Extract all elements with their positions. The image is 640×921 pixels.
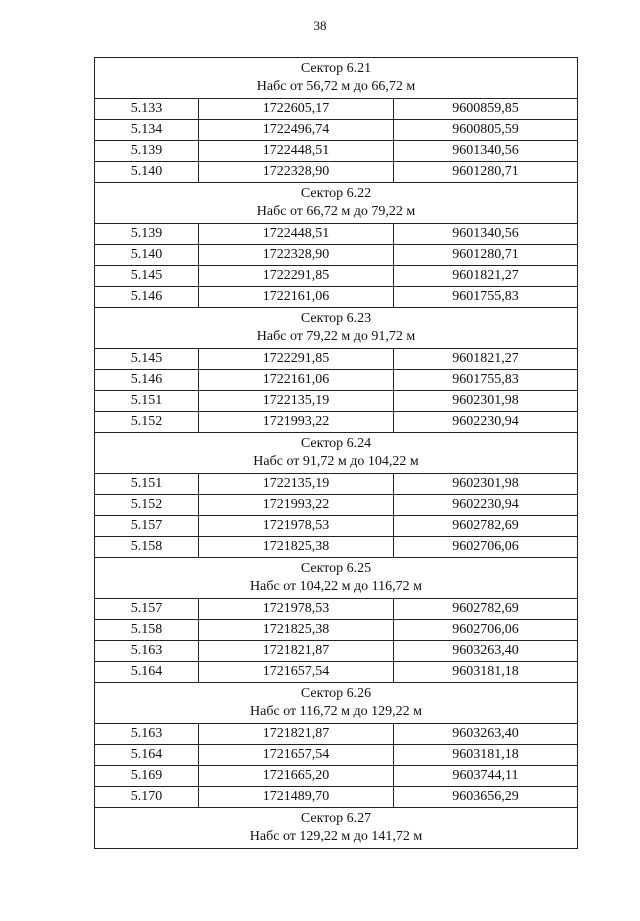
coordinate-x-cell: 1722448,51 [199,224,394,245]
table-row [95,620,578,641]
sector-range: Набс от 79,22 м до 91,72 м [256,329,416,344]
point-number-cell: 5.151 [95,391,199,412]
sector-title: Сектор 6.26 [300,686,372,701]
table-row [95,537,578,558]
point-number-cell: 5.163 [95,724,199,745]
sector-range: Набс от 116,72 м до 129,22 м [250,704,422,719]
coordinate-x-cell: 1721657,54 [199,662,394,683]
table-row [95,745,578,766]
sector-header [95,683,578,724]
coordinate-y-cell: 9600805,59 [394,120,578,141]
sector-header-row [95,558,578,599]
coordinate-x-cell: 1722328,90 [199,162,394,183]
coordinate-y-cell: 9601821,27 [394,266,578,287]
coordinate-x-cell: 1722496,74 [199,120,394,141]
point-number-cell: 5.145 [95,266,199,287]
table-row [95,516,578,537]
sector-header [95,558,578,599]
coordinate-x-cell: 1721821,87 [199,641,394,662]
table-row [95,287,578,308]
point-number-cell: 5.158 [95,620,199,641]
point-number-cell: 5.140 [95,162,199,183]
coordinate-x-cell: 1721489,70 [199,787,394,808]
coordinates-table-body [95,58,578,849]
coordinate-x-cell: 1721825,38 [199,620,394,641]
coordinate-y-cell: 9603656,29 [394,787,578,808]
coordinates-table [94,57,578,849]
table-row [95,224,578,245]
coordinate-x-cell: 1722291,85 [199,266,394,287]
point-number-cell: 5.169 [95,766,199,787]
sector-header-row [95,183,578,224]
coordinate-y-cell: 9602230,94 [394,495,578,516]
table-row [95,766,578,787]
table-row [95,120,578,141]
point-number-cell: 5.157 [95,516,199,537]
coordinate-y-cell: 9602230,94 [394,412,578,433]
coordinate-x-cell: 1722161,06 [199,370,394,391]
coordinate-y-cell: 9601755,83 [394,370,578,391]
point-number-cell: 5.152 [95,412,199,433]
point-number-cell: 5.146 [95,287,199,308]
coordinate-y-cell: 9602301,98 [394,474,578,495]
coordinate-y-cell: 9603181,18 [394,745,578,766]
coordinate-y-cell: 9602782,69 [394,516,578,537]
sector-header-row [95,683,578,724]
point-number-cell: 5.139 [95,141,199,162]
coordinate-x-cell: 1721821,87 [199,724,394,745]
sector-header-row [95,808,578,849]
coordinate-x-cell: 1721993,22 [199,412,394,433]
point-number-cell: 5.164 [95,662,199,683]
sector-header [95,308,578,349]
table-row [95,245,578,266]
coordinate-x-cell: 1721825,38 [199,537,394,558]
point-number-cell: 5.151 [95,474,199,495]
table-row [95,662,578,683]
coordinate-x-cell: 1721978,53 [199,599,394,620]
table-row [95,266,578,287]
page-number: 38 [313,18,327,33]
point-number-cell: 5.157 [95,599,199,620]
sector-header [95,808,578,849]
point-number-cell: 5.134 [95,120,199,141]
coordinate-y-cell: 9600859,85 [394,99,578,120]
coordinate-y-cell: 9601821,27 [394,349,578,370]
coordinate-x-cell: 1722328,90 [199,245,394,266]
table-row [95,412,578,433]
sector-title: Сектор 6.21 [300,61,372,76]
coordinate-x-cell: 1721657,54 [199,745,394,766]
sector-header-row [95,433,578,474]
coordinate-y-cell: 9601340,56 [394,224,578,245]
table-row [95,474,578,495]
coordinate-y-cell: 9602301,98 [394,391,578,412]
sector-title: Сектор 6.23 [300,311,372,326]
coordinate-x-cell: 1721993,22 [199,495,394,516]
coordinate-y-cell: 9602782,69 [394,599,578,620]
point-number-cell: 5.140 [95,245,199,266]
table-row [95,162,578,183]
point-number-cell: 5.152 [95,495,199,516]
coordinate-x-cell: 1722291,85 [199,349,394,370]
point-number-cell: 5.146 [95,370,199,391]
coordinate-y-cell: 9601280,71 [394,162,578,183]
coordinate-x-cell: 1722605,17 [199,99,394,120]
coordinate-y-cell: 9603263,40 [394,641,578,662]
sector-range: Набс от 91,72 м до 104,22 м [253,454,419,469]
table-row [95,724,578,745]
sector-title: Сектор 6.27 [300,811,372,826]
sector-header [95,183,578,224]
sector-range: Набс от 104,22 м до 116,72 м [250,579,422,594]
table-row [95,599,578,620]
table-row [95,391,578,412]
sector-header-row [95,308,578,349]
sector-title: Сектор 6.25 [300,561,372,576]
coordinate-y-cell: 9602706,06 [394,537,578,558]
table-row [95,641,578,662]
table-row [95,370,578,391]
coordinate-y-cell: 9601755,83 [394,287,578,308]
coordinate-x-cell: 1722161,06 [199,287,394,308]
point-number-cell: 5.164 [95,745,199,766]
sector-range: Набс от 66,72 м до 79,22 м [256,204,416,219]
table-row [95,99,578,120]
point-number-cell: 5.158 [95,537,199,558]
sector-header [95,433,578,474]
table-row [95,495,578,516]
sector-title: Сектор 6.22 [300,186,372,201]
table-row [95,787,578,808]
table-row [95,141,578,162]
coordinate-y-cell: 9602706,06 [394,620,578,641]
coordinate-y-cell: 9601340,56 [394,141,578,162]
point-number-cell: 5.139 [95,224,199,245]
coordinate-x-cell: 1722448,51 [199,141,394,162]
sector-range: Набс от 56,72 м до 66,72 м [256,79,416,94]
coordinate-y-cell: 9603744,11 [394,766,578,787]
coordinate-x-cell: 1722135,19 [199,391,394,412]
sector-title: Сектор 6.24 [300,436,372,451]
sector-range: Набс от 129,22 м до 141,72 м [249,829,423,844]
point-number-cell: 5.170 [95,787,199,808]
coordinate-y-cell: 9601280,71 [394,245,578,266]
coordinate-y-cell: 9603181,18 [394,662,578,683]
coordinate-x-cell: 1722135,19 [199,474,394,495]
sector-header-row [95,58,578,99]
table-row [95,349,578,370]
coordinate-y-cell: 9603263,40 [394,724,578,745]
coordinate-x-cell: 1721978,53 [199,516,394,537]
point-number-cell: 5.145 [95,349,199,370]
sector-header [95,58,578,99]
point-number-cell: 5.163 [95,641,199,662]
point-number-cell: 5.133 [95,99,199,120]
coordinate-x-cell: 1721665,20 [199,766,394,787]
